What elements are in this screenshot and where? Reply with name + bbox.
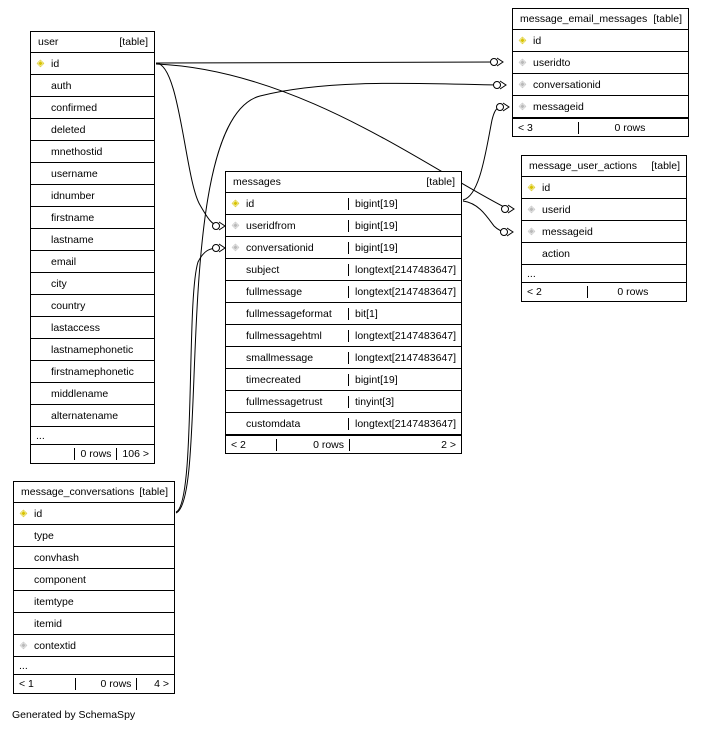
column-name: deleted (51, 123, 86, 136)
footer-rowcount: 0 rows (578, 122, 650, 134)
table-row[interactable] (14, 569, 174, 591)
no-key-icon (36, 213, 45, 223)
no-key-icon (231, 265, 240, 275)
table-row[interactable] (31, 141, 154, 163)
column-name: lastname (51, 233, 94, 246)
column-name: id (533, 34, 542, 47)
footer-right[interactable]: 4 > (136, 678, 174, 690)
no-key-icon (36, 301, 45, 311)
table-header (226, 172, 461, 193)
table-row[interactable] (226, 413, 461, 435)
foreign-key-icon: ◈ (527, 225, 536, 237)
no-key-icon (36, 411, 45, 421)
table-footer (513, 118, 688, 136)
column-name: middlename (51, 387, 109, 400)
no-key-icon (19, 575, 28, 585)
footer-rowcount: 0 rows (276, 439, 349, 451)
column-type: longtext[2147483647] (348, 330, 461, 342)
no-key-icon (19, 531, 28, 541)
no-key-icon (231, 331, 240, 341)
table-row[interactable] (31, 317, 154, 339)
table-suffix: [table] (119, 36, 148, 48)
table-row[interactable] (226, 303, 461, 325)
column-name: fullmessagehtml (246, 329, 322, 342)
table-row[interactable] (31, 75, 154, 97)
table-row[interactable] (14, 591, 174, 613)
table-message-user-actions[interactable] (521, 155, 687, 302)
table-messages[interactable] (225, 171, 462, 454)
column-name: id (51, 57, 60, 70)
no-key-icon (231, 375, 240, 385)
table-row[interactable] (31, 163, 154, 185)
table-row[interactable] (31, 295, 154, 317)
column-name: useridto (533, 56, 571, 69)
no-key-icon (19, 597, 28, 607)
no-key-icon (231, 353, 240, 363)
column-name: country (51, 299, 86, 312)
table-row[interactable] (31, 273, 154, 295)
column-name: auth (51, 79, 72, 92)
table-row[interactable] (14, 503, 174, 525)
no-key-icon (36, 367, 45, 377)
no-key-icon (36, 81, 45, 91)
column-type: longtext[2147483647] (348, 352, 461, 364)
column-type: longtext[2147483647] (348, 264, 461, 276)
column-name: id (246, 197, 255, 210)
foreign-key-icon: ◈ (518, 100, 527, 112)
column-name: itemtype (34, 595, 74, 608)
foreign-key-icon: ◈ (518, 78, 527, 90)
table-row[interactable] (226, 325, 461, 347)
table-row[interactable] (522, 177, 686, 199)
footer-rowcount: 0 rows (74, 448, 117, 460)
column-name: conversationid (533, 78, 601, 91)
table-header (522, 156, 686, 177)
no-key-icon (231, 287, 240, 297)
no-key-icon (36, 235, 45, 245)
footer-rowcount: 0 rows (587, 286, 653, 298)
table-row[interactable] (226, 369, 461, 391)
column-type: bigint[19] (348, 198, 461, 210)
no-key-icon (19, 619, 28, 629)
primary-key-icon: ◈ (19, 507, 28, 519)
column-name: convhash (34, 551, 79, 564)
table-footer (522, 283, 686, 301)
primary-key-icon: ◈ (36, 57, 45, 69)
table-footer (14, 675, 174, 693)
column-name: confirmed (51, 101, 98, 114)
table-row[interactable] (31, 207, 154, 229)
column-name: messageid (542, 225, 593, 238)
table-row[interactable] (31, 119, 154, 141)
column-name: itemid (34, 617, 63, 630)
column-name: city (51, 277, 67, 290)
table-row[interactable] (31, 53, 154, 75)
more-columns-indicator: ... (31, 427, 154, 445)
column-name: type (34, 529, 54, 542)
footer-left[interactable]: < 1 (19, 678, 34, 690)
table-row[interactable] (226, 391, 461, 413)
column-type: bigint[19] (348, 374, 461, 386)
column-name: username (51, 167, 98, 180)
table-title: message_conversations (21, 486, 135, 498)
footer-right[interactable]: 106 > (116, 448, 154, 460)
footer-rowcount: 0 rows (75, 678, 136, 690)
table-row[interactable] (522, 221, 686, 243)
column-name: smallmessage (246, 351, 314, 364)
table-footer (31, 445, 154, 463)
table-row[interactable] (31, 97, 154, 119)
table-row[interactable] (14, 635, 174, 657)
column-name: lastnamephonetic (51, 343, 134, 356)
column-name: mnethostid (51, 145, 103, 158)
no-key-icon (231, 397, 240, 407)
table-row[interactable] (522, 243, 686, 265)
table-suffix: [table] (426, 176, 455, 188)
table-row[interactable] (226, 237, 461, 259)
table-row[interactable] (31, 383, 154, 405)
no-key-icon (36, 389, 45, 399)
table-row[interactable] (226, 347, 461, 369)
column-type: bigint[19] (348, 242, 461, 254)
primary-key-icon: ◈ (231, 197, 240, 209)
table-row[interactable] (513, 52, 688, 74)
column-type: longtext[2147483647] (348, 286, 461, 298)
no-key-icon (36, 279, 45, 289)
footer-right[interactable]: 2 > (349, 439, 461, 451)
table-footer (226, 435, 461, 453)
more-columns-indicator: ... (522, 265, 686, 283)
more-columns-indicator: ... (14, 657, 174, 675)
column-name: userid (542, 203, 571, 216)
no-key-icon (36, 191, 45, 201)
column-name: idnumber (51, 189, 95, 202)
generated-by-label: Generated by SchemaSpy (12, 709, 136, 721)
column-name: timecreated (246, 373, 301, 386)
column-type: longtext[2147483647] (348, 418, 461, 430)
column-name: useridfrom (246, 219, 296, 232)
table-row[interactable] (226, 281, 461, 303)
table-title: message_user_actions (529, 160, 637, 172)
table-message-email-messages[interactable] (512, 8, 689, 137)
column-name: email (51, 255, 77, 268)
table-title: user (38, 36, 59, 48)
no-key-icon (36, 323, 45, 333)
column-name: firstname (51, 211, 95, 224)
table-suffix: [table] (139, 486, 168, 498)
table-row[interactable] (226, 193, 461, 215)
table-header (14, 482, 174, 503)
no-key-icon (36, 169, 45, 179)
column-name: fullmessage (246, 285, 303, 298)
column-name: alternatename (51, 409, 119, 422)
primary-key-icon: ◈ (518, 34, 527, 46)
column-name: firstnamephonetic (51, 365, 134, 378)
column-name: id (34, 507, 43, 520)
column-name: conversationid (246, 241, 314, 254)
table-row[interactable] (31, 339, 154, 361)
column-name: fullmessagetrust (246, 395, 323, 408)
table-suffix: [table] (653, 13, 682, 25)
table-row[interactable] (513, 96, 688, 118)
column-type: bigint[19] (348, 220, 461, 232)
table-row[interactable] (31, 185, 154, 207)
foreign-key-icon: ◈ (527, 203, 536, 215)
table-row[interactable] (31, 251, 154, 273)
no-key-icon (19, 553, 28, 563)
table-row[interactable] (31, 229, 154, 251)
foreign-key-icon: ◈ (231, 219, 240, 231)
column-name: customdata (246, 417, 301, 430)
column-name: fullmessageformat (246, 307, 332, 320)
table-row[interactable] (513, 30, 688, 52)
no-key-icon (527, 249, 536, 259)
table-row[interactable] (522, 199, 686, 221)
foreign-key-icon: ◈ (19, 639, 28, 651)
table-row[interactable] (226, 215, 461, 237)
table-row[interactable] (31, 405, 154, 427)
table-row[interactable] (513, 74, 688, 96)
foreign-key-icon: ◈ (231, 241, 240, 253)
no-key-icon (231, 419, 240, 429)
foreign-key-icon: ◈ (518, 56, 527, 68)
no-key-icon (36, 257, 45, 267)
column-name: subject (246, 263, 280, 276)
column-name: contextid (34, 639, 77, 652)
column-name: messageid (533, 100, 584, 113)
table-user[interactable] (30, 31, 155, 464)
table-row[interactable] (31, 361, 154, 383)
no-key-icon (36, 147, 45, 157)
footer-left[interactable]: < 2 (527, 286, 542, 298)
column-name: action (542, 247, 571, 260)
column-name: lastaccess (51, 321, 101, 334)
column-name: component (34, 573, 86, 586)
column-type: tinyint[3] (348, 396, 461, 408)
table-row[interactable] (14, 547, 174, 569)
table-suffix: [table] (651, 160, 680, 172)
table-title: messages (233, 176, 281, 188)
no-key-icon (231, 309, 240, 319)
table-row[interactable] (14, 525, 174, 547)
primary-key-icon: ◈ (527, 181, 536, 193)
no-key-icon (36, 125, 45, 135)
table-title: message_email_messages (520, 13, 648, 25)
column-name: id (542, 181, 551, 194)
no-key-icon (36, 345, 45, 355)
no-key-icon (36, 103, 45, 113)
table-row[interactable] (226, 259, 461, 281)
footer-left[interactable]: < 2 (231, 438, 246, 451)
column-type: bit[1] (348, 308, 461, 320)
table-row[interactable] (14, 613, 174, 635)
table-message-conversations[interactable] (13, 481, 175, 694)
table-header (31, 32, 154, 53)
footer-left[interactable]: < 3 (518, 121, 533, 134)
table-header (513, 9, 688, 30)
